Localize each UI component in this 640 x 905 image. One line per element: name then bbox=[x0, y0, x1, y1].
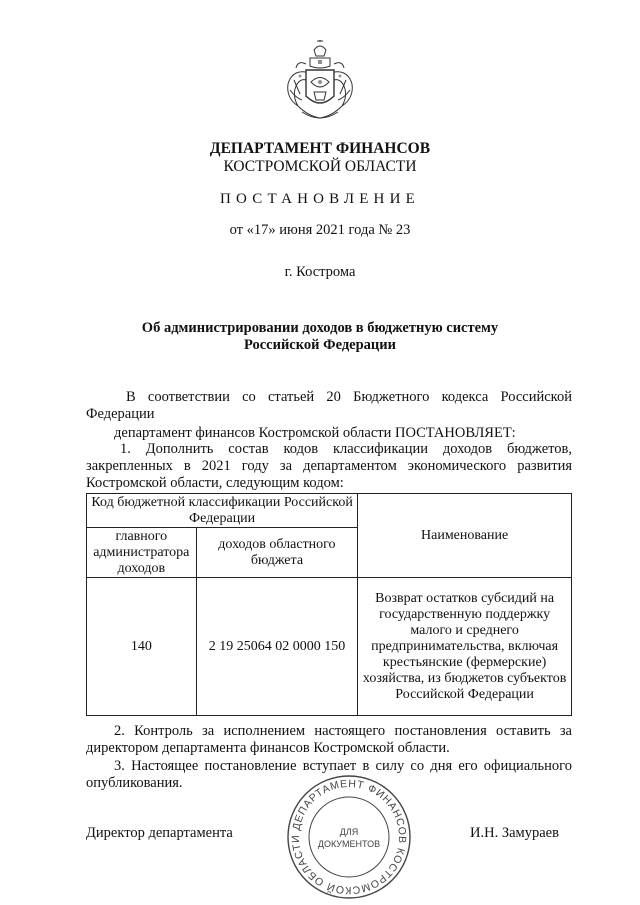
item-1-paragraph: 1. Дополнить состав кодов классификации доходов бюджетов, закрепленных в 2021 году за департаментом экономического развития Костромской области, следующим кодом: bbox=[86, 441, 572, 491]
item-2-paragraph: 2. Контроль за исполнением настоящего постановления оставить за директором департамента финансов Костромской области. bbox=[86, 723, 572, 756]
table-row bbox=[87, 578, 572, 716]
coat-of-arms-icon bbox=[280, 40, 360, 126]
item-3-paragraph: 3. Настоящее постановление вступает в силу со дня его официального опубликования. bbox=[86, 758, 572, 791]
document-subject-continued: Российской Федерации bbox=[243, 337, 396, 353]
table-header-income: доходов областного бюджета bbox=[196, 528, 358, 578]
department-region: КОСТРОМСКОЙ ОБЛАСТИ bbox=[223, 158, 417, 175]
document-subject: Об администрировании доходов в бюджетную систему bbox=[141, 320, 499, 336]
stamp-outer-text: ДЕПАРТАМЕНТ ФИНАНСОВ КОСТРОМСКОЙ ОБЛАСТИ bbox=[289, 777, 409, 897]
document-date-number: от «17» июня 2021 года № 23 bbox=[229, 222, 411, 238]
stamp-inner-line1: ДЛЯ bbox=[339, 827, 359, 837]
round-seal-stamp bbox=[284, 772, 414, 902]
cell-income-code: 2 19 25064 02 0000 150 bbox=[196, 578, 358, 716]
cell-name: Возврат остатков субсидий на государственную поддержку малого и среднего предпринимательства, включая крестьянские (фермерские) хозяйства, из бюджетов субъектов Российской Федерации bbox=[358, 578, 572, 716]
signatory-position: Директор департамента bbox=[86, 825, 233, 841]
table-header-code: Код бюджетной классификации Российской Федерации bbox=[87, 494, 358, 528]
table-header-name: Наименование bbox=[358, 494, 572, 578]
cell-admin-code: 140 bbox=[87, 578, 197, 716]
document-city: г. Кострома bbox=[284, 264, 356, 280]
signatory-name: И.Н. Замураев bbox=[470, 825, 559, 841]
document-type: ПОСТАНОВЛЕНИЕ bbox=[220, 191, 420, 207]
intro-paragraph: В соответствии со статьей 20 Бюджетного кодекса Российской Федерации bbox=[86, 389, 572, 422]
table-header-admin: главного администратора доходов bbox=[87, 528, 197, 578]
department-name: ДЕПАРТАМЕНТ ФИНАНСОВ bbox=[209, 140, 431, 157]
stamp-inner-line2: ДОКУМЕНТОВ bbox=[317, 839, 381, 849]
classification-table bbox=[86, 493, 572, 716]
resolves-paragraph: департамент финансов Костромской области ПОСТАНОВЛЯЕТ: bbox=[114, 425, 516, 441]
